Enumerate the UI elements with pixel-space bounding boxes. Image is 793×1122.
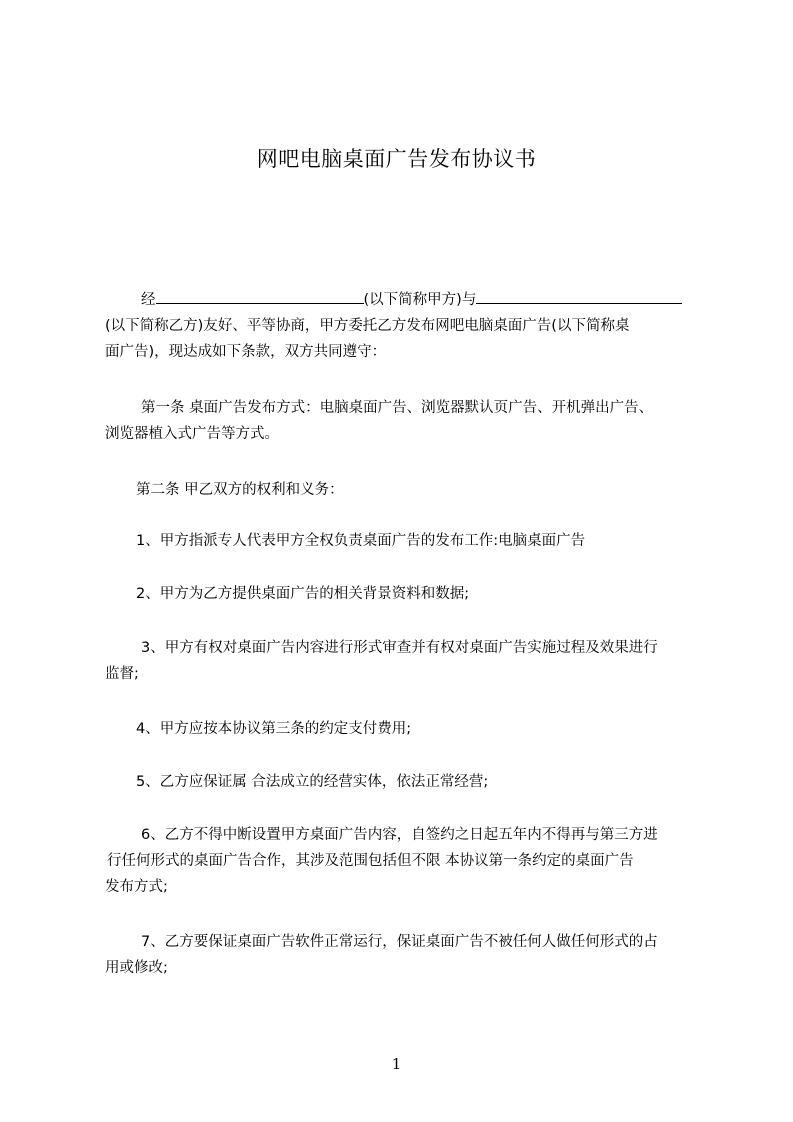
item-6-line-3: 发布方式; — [105, 879, 168, 895]
item-2 — [105, 581, 705, 607]
item-6 — [105, 822, 705, 900]
item-7-line-1: 7、乙方要保证桌面广告软件正常运行，保证桌面广告不被任何人做任何形式的占 — [141, 934, 658, 950]
page-number: 1 — [391, 1055, 402, 1073]
item-5-text: 5、乙方应保证属 合法成立的经营实体，依法正常经营; — [136, 774, 489, 790]
item-7-line-2: 用或修改; — [105, 960, 168, 976]
item-5 — [105, 769, 705, 795]
document-title: 网吧电脑桌面广告发布协议书 — [256, 147, 537, 171]
article-1 — [105, 395, 705, 447]
article-2 — [105, 477, 705, 503]
article-1-line-1: 第一条 桌面广告发布方式：电脑桌面广告、浏览器默认页广告、开机弹出广告、 — [141, 400, 654, 416]
article-1-line-2: 浏览器植入式广告等方式。 — [105, 426, 279, 442]
item-7 — [105, 929, 705, 981]
item-3 — [105, 635, 705, 687]
party-b-blank — [476, 289, 682, 304]
intro-line-2: (以下简称乙方)友好、平等协商，甲方委托乙方发布网吧电脑桌面广告(以下简称桌 — [105, 318, 630, 334]
intro-line-3: 面广告)，现达成如下条款，双方共同遵守： — [105, 344, 387, 360]
item-4-text: 4、甲方应按本协议第三条的约定支付费用; — [136, 721, 412, 737]
intro-paragraph — [105, 287, 705, 365]
party-a-blank — [156, 289, 364, 304]
item-3-line-1: 3、甲方有权对桌面广告内容进行形式审查并有权对桌面广告实施过程及效果进行 — [141, 640, 658, 656]
article-2-heading: 第二条 甲乙双方的权利和义务： — [136, 482, 344, 498]
item-6-line-1: 6、乙方不得中断设置甲方桌面广告内容，自签约之日起五年内不得再与第三方进 — [141, 827, 658, 843]
intro-line-1 — [105, 287, 705, 313]
item-2-text: 2、甲方为乙方提供桌面广告的相关背景资料和数据; — [136, 586, 470, 602]
intro-middle: (以下简称甲方)与 — [363, 292, 477, 308]
intro-prefix: 经 — [141, 292, 156, 308]
item-1-text: 1、甲方指派专人代表甲方全权负责桌面广告的发布工作:电脑桌面广告 — [136, 533, 586, 549]
item-3-line-2: 监督; — [105, 666, 139, 682]
item-4 — [105, 716, 705, 742]
item-6-line-2: 行任何形式的桌面广告合作，其涉及范围包括但不限 本协议第一条约定的桌面广告 — [107, 853, 634, 869]
item-1 — [105, 528, 705, 554]
